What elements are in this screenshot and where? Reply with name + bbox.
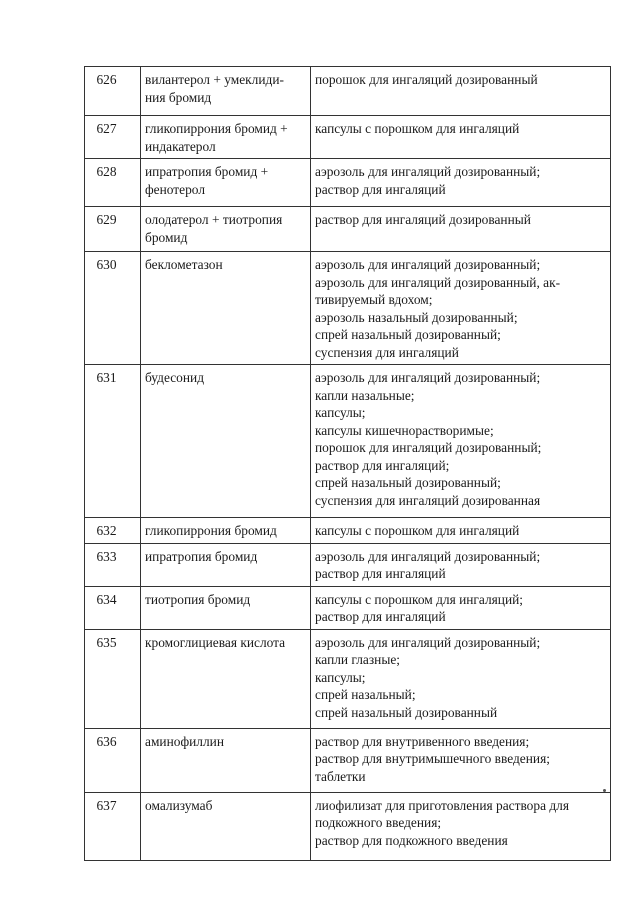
dosage-form-line: аэрозоль для ингаляций дозированный; — [315, 548, 541, 564]
row-number: 628 — [85, 159, 141, 207]
dosage-forms-cell — [311, 207, 611, 252]
dosage-forms-cell — [311, 728, 611, 792]
table-row — [85, 159, 611, 207]
row-number: 632 — [85, 518, 141, 544]
table-row — [85, 252, 611, 365]
dosage-forms-cell — [311, 252, 611, 365]
dosage-forms-cell — [311, 365, 611, 518]
dosage-form-line: суспензия для ингаляций — [315, 344, 459, 360]
drug-name-line: вилантерол + умеклиди- — [145, 72, 284, 87]
drug-name-line: будесонид — [145, 370, 205, 385]
dosage-form-line: капсулы с порошком для ингаляций — [315, 121, 520, 136]
table-row — [85, 365, 611, 518]
table-body — [85, 67, 611, 861]
row-number: 627 — [85, 116, 141, 159]
dosage-form-line: спрей назальный дозированный — [315, 704, 498, 720]
drug-name-line: ипратропия бромид + — [145, 164, 269, 179]
dosage-form-line: капсулы кишечнорастворимые; — [315, 422, 494, 438]
drug-name-cell — [141, 116, 311, 159]
drug-name-cell — [141, 586, 311, 629]
dosage-form-line: тивируемый вдохом; — [315, 292, 433, 307]
dosage-form-line: аэрозоль для ингаляций дозированный; — [315, 164, 541, 179]
dosage-forms-cell — [311, 159, 611, 207]
table-row — [85, 792, 611, 860]
dosage-form-line: порошок для ингаляций дозированный; — [315, 440, 542, 455]
drug-name-line: омализумаб — [145, 797, 213, 813]
drug-name-cell — [141, 159, 311, 207]
drug-name-cell — [141, 543, 311, 586]
drug-name-line: аминофиллин — [145, 733, 224, 749]
dosage-form-line: таблетки — [315, 768, 366, 784]
drug-name-line: беклометазон — [145, 257, 223, 272]
dosage-form-line: раствор для ингаляций дозированный — [315, 212, 531, 227]
table-row — [85, 728, 611, 792]
dosage-form-line: раствор для внутривенного введения; — [315, 733, 530, 749]
row-number: 631 — [85, 365, 141, 518]
row-number: 634 — [85, 586, 141, 629]
dosage-form-line: аэрозоль для ингаляций дозированный, ак- — [315, 274, 561, 290]
table-row — [85, 67, 611, 116]
dosage-form-line: подкожного введения; — [315, 815, 442, 830]
drug-table — [84, 66, 611, 861]
dosage-form-line: аэрозоль для ингаляций дозированный; — [315, 634, 541, 650]
drug-name-cell — [141, 207, 311, 252]
drug-name-line: олодатерол + тиотропия — [145, 212, 283, 227]
drug-name-cell — [141, 518, 311, 544]
drug-name-cell — [141, 252, 311, 365]
drug-name-cell — [141, 67, 311, 116]
drug-name-cell — [141, 365, 311, 518]
dosage-form-line: лиофилизат для приготовления раствора для — [315, 797, 570, 813]
dosage-form-line: капсулы; — [315, 405, 366, 420]
drug-name-cell — [141, 629, 311, 728]
row-number: 635 — [85, 629, 141, 728]
drug-name-line: кромоглициевая кислота — [145, 634, 286, 650]
row-number: 626 — [85, 67, 141, 116]
dosage-form-line: спрей назальный; — [315, 687, 416, 702]
dosage-forms-cell — [311, 543, 611, 586]
drug-name-cell — [141, 792, 311, 860]
dosage-form-line: спрей назальный дозированный; — [315, 327, 501, 342]
dosage-form-line: спрей назальный дозированный; — [315, 475, 501, 490]
row-number: 637 — [85, 792, 141, 860]
dosage-form-line: аэрозоль назальный дозированный; — [315, 309, 518, 325]
drug-name-line: индакатерол — [145, 138, 216, 154]
dosage-form-line: капсулы с порошком для ингаляций; — [315, 591, 524, 607]
dosage-form-line: капли глазные; — [315, 652, 400, 667]
row-number: 629 — [85, 207, 141, 252]
row-number: 633 — [85, 543, 141, 586]
dosage-form-line: раствор для ингаляций — [315, 181, 446, 197]
drug-name-line: бромид — [145, 229, 188, 245]
dosage-form-line: капли назальные; — [315, 387, 415, 403]
drug-name-line: гликопиррония бромид + — [145, 121, 288, 136]
dosage-form-line: капсулы с порошком для ингаляций — [315, 523, 520, 538]
dosage-form-line: раствор для ингаляций — [315, 609, 446, 624]
drug-name-cell — [141, 728, 311, 792]
drug-name-line: ипратропия бромид — [145, 548, 258, 564]
dosage-forms-cell — [311, 518, 611, 544]
dosage-form-line: раствор для подкожного введения — [315, 832, 508, 848]
dosage-form-line: суспензия для ингаляций дозированная — [315, 492, 541, 508]
drug-name-line: тиотропия бромид — [145, 591, 251, 607]
table-row — [85, 543, 611, 586]
drug-name-line: фенотерол — [145, 181, 205, 197]
dosage-forms-cell — [311, 629, 611, 728]
drug-name-line: гликопиррония бромид — [145, 523, 277, 538]
dosage-form-line: раствор для ингаляций — [315, 566, 446, 581]
dosage-form-line: порошок для ингаляций дозированный — [315, 72, 538, 87]
dosage-forms-cell — [311, 116, 611, 159]
row-number: 636 — [85, 728, 141, 792]
dosage-form-line: аэрозоль для ингаляций дозированный; — [315, 257, 541, 272]
scan-speck — [603, 789, 606, 792]
dosage-forms-cell — [311, 67, 611, 116]
table-row — [85, 586, 611, 629]
dosage-form-line: раствор для ингаляций; — [315, 457, 450, 473]
table-row — [85, 116, 611, 159]
table-row — [85, 629, 611, 728]
drug-name-line: ния бромид — [145, 89, 212, 105]
dosage-form-line: капсулы; — [315, 669, 366, 685]
table-row — [85, 207, 611, 252]
dosage-form-line: раствор для внутримышечного введения; — [315, 751, 550, 766]
row-number: 630 — [85, 252, 141, 365]
dosage-form-line: аэрозоль для ингаляций дозированный; — [315, 370, 541, 385]
table-row — [85, 518, 611, 544]
dosage-forms-cell — [311, 586, 611, 629]
dosage-forms-cell — [311, 792, 611, 860]
